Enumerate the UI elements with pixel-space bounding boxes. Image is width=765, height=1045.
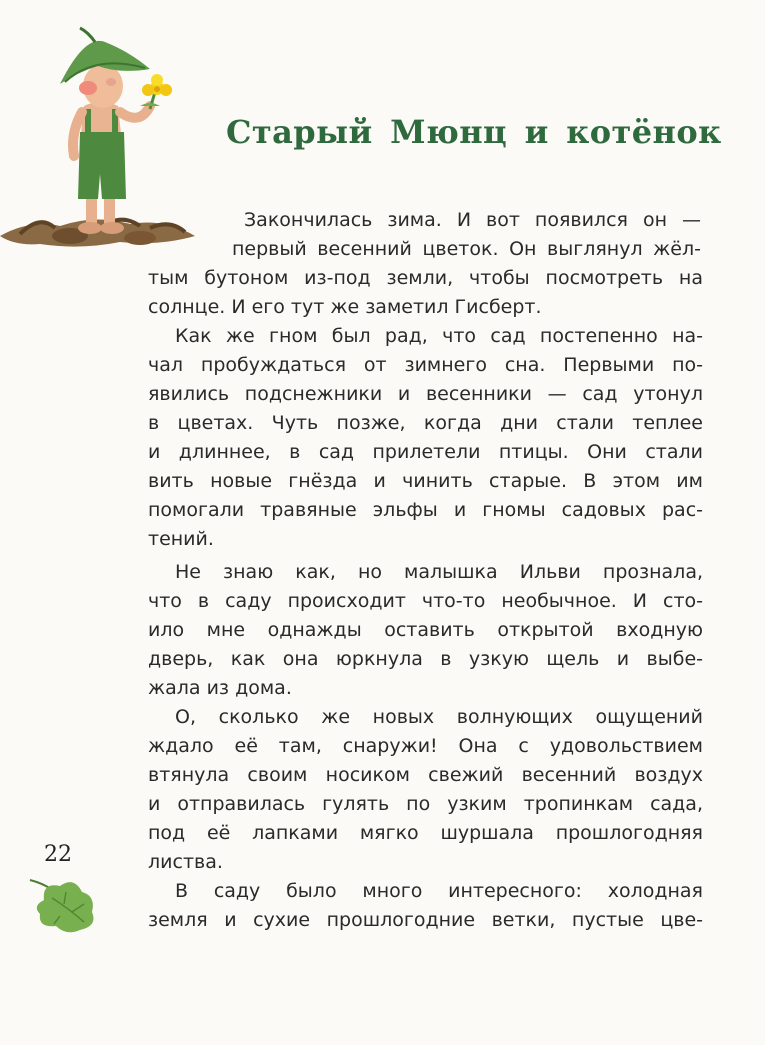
text-line: чал пробуждаться от зимнего сна. Первыми по-: [148, 354, 703, 376]
text-line: дверь, как она юркнула в узкую щель и выбе-: [148, 648, 703, 670]
text-line: ждало её там, снаружи! Она с удовольствием: [148, 735, 703, 757]
chapter-title: Старый Мюнц и котёнок: [226, 113, 722, 151]
text-line: тений.: [148, 528, 214, 550]
text-line: листва.: [148, 851, 223, 873]
page-number: 22: [44, 842, 72, 867]
text-line: и отправилась гулять по узким тропинкам сада,: [148, 793, 703, 815]
text-line: и длиннее, в сад прилетели птицы. Они стали: [148, 441, 703, 463]
text-line: в цветах. Чуть позже, когда дни стали теплее: [148, 412, 703, 434]
text-line: Как же гном был рад, что сад постепенно на-: [175, 325, 703, 347]
text-line: солнце. И его тут же заметил Гисберт.: [148, 296, 542, 318]
text-line: ило мне однажды оставить открытой входную: [148, 619, 703, 641]
text-line: помогали травяные эльфы и гномы садовых рас-: [148, 499, 703, 521]
text-line: жала из дома.: [148, 677, 292, 699]
text-line: вить новые гнёзда и чинить старые. В этом им: [148, 470, 703, 492]
text-line: Закончилась зима. И вот появился он —: [244, 209, 701, 231]
gnome-illustration: [0, 14, 200, 254]
text-line: В саду было много интересного: холодная: [175, 880, 703, 902]
text-line: явились подснежники и весенники — сад утонул: [148, 383, 703, 405]
text-line: первый весенний цветок. Он выглянул жёл-: [232, 238, 701, 260]
text-line: земля и сухие прошлогодние ветки, пустые цве-: [148, 909, 703, 931]
text-line: втянула своим носиком свежий весенний воздух: [148, 764, 703, 786]
text-line: что в саду происходит что-то необычное. И сто-: [148, 590, 703, 612]
text-line: О, сколько же новых волнующих ощущений: [175, 706, 703, 728]
text-line: тым бутоном из-под земли, чтобы посмотреть на: [148, 267, 703, 289]
text-line: под её лапками мягко шуршала прошлогодняя: [148, 822, 703, 844]
text-line: Не знаю как, но малышка Ильви прознала,: [175, 561, 703, 583]
leaf-illustration: [24, 870, 100, 936]
